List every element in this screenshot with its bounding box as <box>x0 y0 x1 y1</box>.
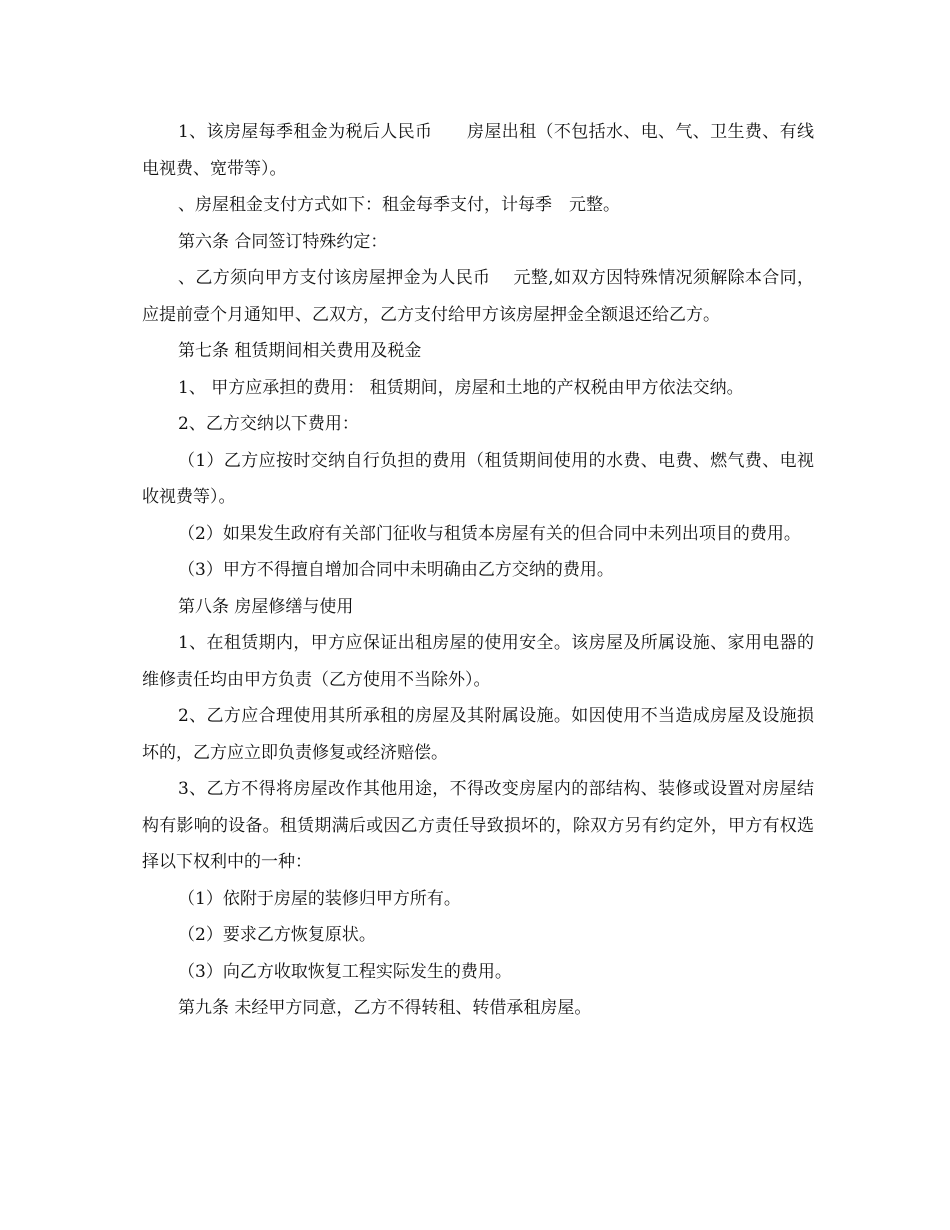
paragraph-repair-2: 2、乙方应合理使用其所承租的房屋及其附属设施。如因使用不当造成房屋及设施损坏的，乙方应立即负责修复或经济赔偿。 <box>142 706 814 763</box>
paragraph-deposit: 、乙方须向甲方支付该房屋押金为人民币 元整,如双方因特殊情况须解除本合同，应提前壹个月通知甲、乙双方，乙方支付给甲方该房屋押金全额退还给乙方。 <box>142 268 814 325</box>
contract-body <box>142 114 814 1027</box>
heading-article-6: 第六条 合同签订特殊约定： <box>178 231 388 252</box>
paragraph-repair-3: 3、乙方不得将房屋改作其他用途，不得改变房屋内的部结构、装修或设置对房屋结构有影响的设备。租赁期满后或因乙方责任导致损坏的，除双方另有约定外，甲方有权选择以下权利中的一种： <box>142 779 814 872</box>
list-item-option-1: （1）依附于房屋的装修归甲方所有。 <box>178 888 461 909</box>
list-item-fee-2: （2）如果发生政府有关部门征收与租赁本房屋有关的但合同中未列出项目的费用。 <box>178 523 801 544</box>
list-item-fee-3: （3）甲方不得擅自增加合同中未明确由乙方交纳的费用。 <box>178 560 614 580</box>
list-item-option-3: （3）向乙方收取恢复工程实际发生的费用。 <box>178 961 512 982</box>
paragraph-party-a-fees: 1、 甲方应承担的费用： 租赁期间，房屋和土地的产权税由甲方依法交纳。 <box>178 377 744 398</box>
paragraph-payment-method: 、房屋租金支付方式如下：租金每季支付，计每季 元整。 <box>178 195 620 215</box>
heading-article-9: 第九条 未经甲方同意，乙方不得转租、转借承租房屋。 <box>178 998 592 1018</box>
paragraph-rent-amount: 1、该房屋每季租金为税后人民币 房屋出租（不包括水、电、气、卫生费、有线电视费、宽带等）。 <box>142 122 814 179</box>
paragraph-repair-1: 1、在租赁期内，甲方应保证出租房屋的使用安全。该房屋及所属设施、家用电器的维修责任均由甲方负责（乙方使用不当除外）。 <box>142 633 814 690</box>
list-item-option-2: （2）要求乙方恢复原状。 <box>178 925 376 945</box>
heading-article-7: 第七条 租赁期间相关费用及税金 <box>178 341 422 361</box>
paragraph-party-b-fees: 2、乙方交纳以下费用： <box>178 414 359 434</box>
heading-article-8: 第八条 房屋修缮与使用 <box>178 596 354 617</box>
list-item-fee-1: （1）乙方应按时交纳自行负担的费用（租赁期间使用的水费、电费、燃气费、电视收视费等）。 <box>142 450 814 507</box>
